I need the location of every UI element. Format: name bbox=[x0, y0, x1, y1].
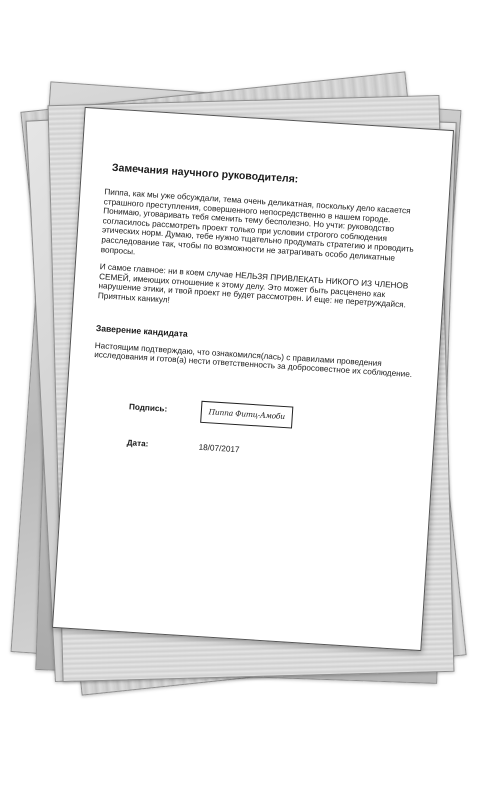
signature-box bbox=[200, 401, 293, 429]
candidate-heading: Заверение кандидата bbox=[95, 322, 189, 339]
signature-label: Подпись: bbox=[128, 401, 168, 414]
supervisor-heading: Замечания научного руководителя: bbox=[111, 161, 299, 186]
handwritten-signature: Пиппа Фитц-Амоби bbox=[208, 407, 286, 422]
main-document-sheet bbox=[52, 107, 454, 651]
date-label: Дата: bbox=[126, 437, 149, 449]
document-content bbox=[88, 161, 428, 473]
date-value: 18/07/2017 bbox=[198, 442, 240, 455]
supervisor-paragraph-1: Пиппа, как мы уже обсуждали, тема очень деликатная, поскольку дело касается страшного преступления, совершенного непосредственно в нашем городе. Понимаю, уговаривать тебя сменить тему бесполезно. Но учти: руководство согласилось рассмотреть проект только при условии строгого соблюдения этических норм. Думаю, тебе нужно тщательно продумать стратегию и проводить расследование так, чтобы по возможности не затрагивать особо деликатные вопросы. bbox=[100, 187, 414, 263]
candidate-statement: Настоящим подтверждаю, что ознакомился(лась) с правилами проведения исследования и готов(а) нести ответственность за добросовестное их соблюдение. bbox=[93, 340, 413, 380]
supervisor-paragraph-2: И самое главное: ни в коем случае НЕЛЬЗЯ ПРИВЛЕКАТЬ НИКОГО ИЗ ЧЛЕНОВ СЕМЕЙ, имеющих отношение к этому делу. Это может быть расценено как нарушение этики, и твой проект не будет рассмотрен. И еще: не перетруждайся. Приятных каникул! bbox=[97, 262, 409, 310]
